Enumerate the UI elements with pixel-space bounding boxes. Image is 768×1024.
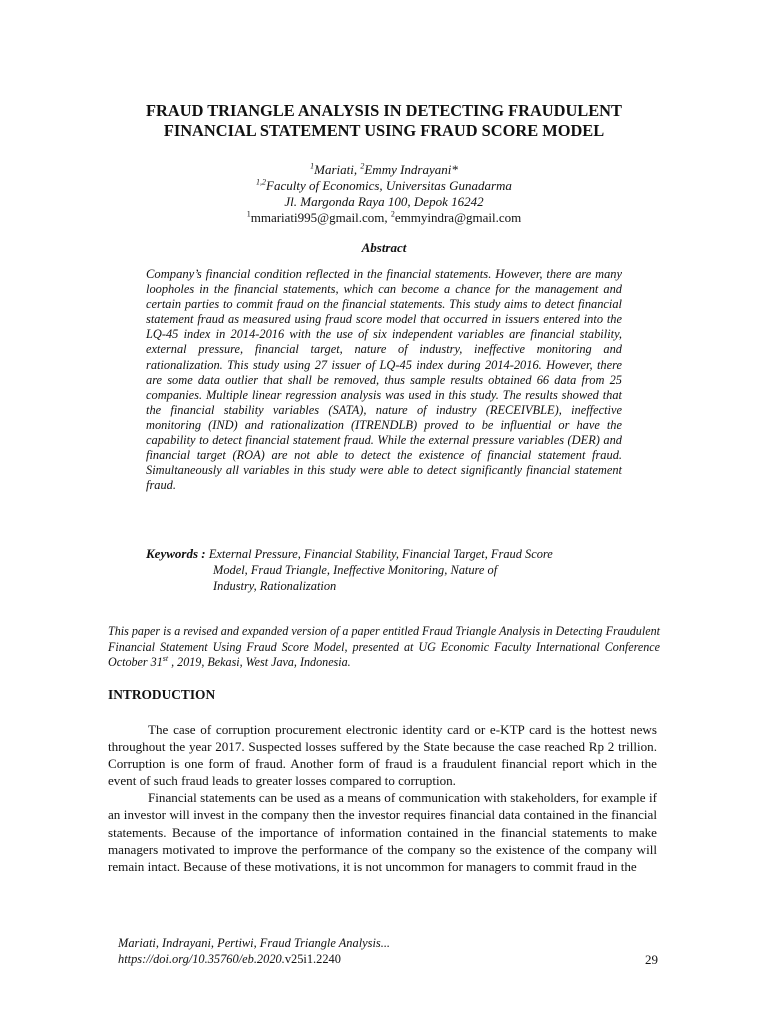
author-2-name: Emmy Indrayani* <box>364 162 458 177</box>
email-2[interactable]: emmyindra@gmail.com <box>394 210 522 225</box>
email-1-marker: 1 <box>246 209 251 219</box>
abstract-text: there are many loopholes in the financial statements, which can become a chance for the management and certain parties to commit fraud on the financial statements. This study aims to detect financial statement fraud as measured using fraud score model that occurred in issuers entered into the LQ-45 index in 2014-2016 with the use of six independent variables are financial stability, external pressure, financial target, nature of industry, ineffective monitoring and rationalization. This study using 27 issuer of LQ-45 index during 2014-2016. However, there are some data outlier that shall be removed, thus sample results obtained 66 data from 25 companies. Multiple linear regression analysis was used in this study. The results showed that the financial stability variables (SATA), nature of industry (RECEIVBLE), ineffective monitoring (IND) and rationalization (ITRENDLB) proved to be influential or have the capability to detect financial statement fraud. While the external pressure variables (DER) and financial target (ROA) are not able to detect the existence of financial statement fraud. Simultaneously all variables in this study were able to detect significantly financial statement fraud. <box>146 267 623 493</box>
author-1-marker: 1 <box>310 161 315 171</box>
doi-link[interactable] <box>118 951 390 967</box>
author-1-name: Mariati, <box>314 162 361 177</box>
page-number: 29 <box>645 952 658 967</box>
keywords-row-1 <box>146 546 622 562</box>
introduction-paragraph-2: Financial statements can be used as a means of communication with stakeholders, for example if an investor will invest in the company then the investor requires financial data contained in the financial statements. Because of the importance of information contained in the financial statements to make managers motivated to improve the performance of the company so the existence of the company will remain intact. Because of these motivations, it is not uncommon for managers to commit fraud in the <box>108 790 657 874</box>
author-block <box>80 162 688 226</box>
keywords-block <box>146 546 622 594</box>
doi-suffix: v25i1.2240 <box>284 952 341 966</box>
keywords-line-3: Industry, Rationalization <box>213 579 337 593</box>
abstract-body <box>146 267 622 493</box>
author-2-marker: 2 <box>360 161 365 171</box>
keywords-line-1: External Pressure, Financial Stability, Financial Target, Fraud Score <box>208 547 553 561</box>
email-1[interactable]: mmariati995@gmail.com, <box>250 210 391 225</box>
title-line-1: FRAUD TRIANGLE ANALYSIS IN DETECTING FRAUDULENT <box>146 101 622 120</box>
author-names <box>80 162 688 178</box>
abstract-heading: Abstract <box>361 240 407 255</box>
introduction-body <box>108 721 657 875</box>
paper-title <box>80 101 688 141</box>
introduction-heading: INTRODUCTION <box>108 687 216 702</box>
affiliation <box>80 178 688 194</box>
affiliation-text: Faculty of Economics, Universitas Gunadarma <box>266 178 512 193</box>
revision-note <box>108 624 660 671</box>
revision-note-ordinal: st <box>162 653 169 663</box>
affiliation-marker: 1,2 <box>256 177 267 187</box>
keywords-label: Keywords : <box>146 546 209 561</box>
doi-prefix: https://doi.org/10.35760/eb.2020. <box>118 952 285 966</box>
running-head: Mariati, Indrayani, Pertiwi, Fraud Triangle Analysis... <box>118 936 391 950</box>
revision-note-tail: , 2019, Bekasi, West Java, Indonesia. <box>168 655 351 669</box>
introduction-paragraph-1: The case of corruption procurement electronic identity card or e-KTP card is the hottest news throughout the year 2017. Suspected losses suffered by the State because the case reached Rp 2 trillion. Corruption is one form of fraud. Another form of fraud is a fraudulent financial report which in the event of such fraud leads to greater losses compared to corruption. <box>108 722 657 789</box>
address: Jl. Margonda Raya 100, Depok 16242 <box>284 194 484 209</box>
keywords-line-2: Model, Fraud Triangle, Ineffective Monitoring, Nature of <box>213 563 498 577</box>
revision-note-text: This paper is a revised and expanded version of a paper entitled Fraud Triangle Analysis in Detecting Fraudulent Financial Statement Using Fraud Score Model, presented at UG Economic Faculty International Conference October 31 <box>108 624 660 669</box>
email-2-marker: 2 <box>390 209 395 219</box>
page-footer <box>118 935 390 967</box>
author-emails <box>80 210 688 226</box>
abstract-first-sentence: Company’s financial condition reflected in the financial statements. However, <box>146 267 543 281</box>
title-line-2: FINANCIAL STATEMENT USING FRAUD SCORE MODEL <box>163 121 605 140</box>
